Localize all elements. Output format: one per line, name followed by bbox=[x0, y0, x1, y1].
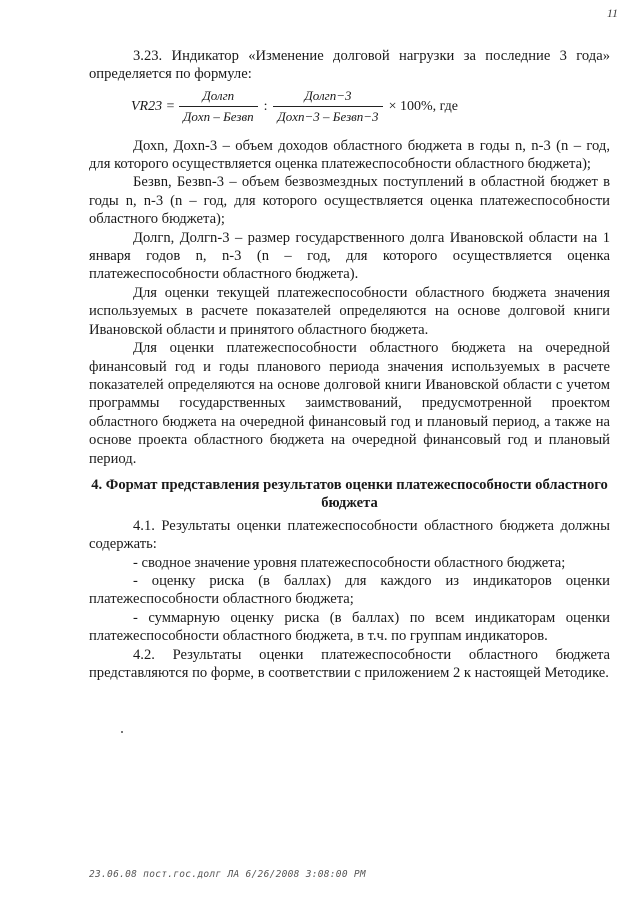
fraction-2-denominator: Доxn−3 – Безвn−3 bbox=[273, 106, 382, 126]
paragraph-4-1: 4.1. Результаты оценки платежеспособности областного бюджета должны содержать: bbox=[89, 517, 610, 553]
bullet-item: - сводное значение уровня платежеспособности областного бюджета; bbox=[133, 554, 566, 571]
definition-income: Дохn, Дохn-3 – объем доходов областного бюджета в годы n, n-3 (n – год, для которого осуществляется оценка платежеспособности областного бюджета); bbox=[89, 137, 610, 173]
page-number: 11 bbox=[606, 6, 618, 20]
paragraph-3-23: 3.23. Индикатор «Изменение долговой нагрузки за последние 3 года» определяется по формуле: bbox=[89, 48, 610, 83]
bullet-item: - суммарную оценку риска (в баллах) по всем индикаторам оценки платежеспособности областного бюджета, в т.ч. по группам индикаторов. bbox=[89, 609, 610, 645]
paragraph-next-year-solvency: Для оценки платежеспособности областного бюджета на очередной финансовый год и годы планового периода значения используемых в расчете показателей определяются на основе долговой книги Ивановской области с учетом программы государственных заимствований, предусмотренной проектом областного бюджета на очередной финансовый год и плановый период, а также на основе проекта областного бюджета на очередной финансовый год и плановый период. bbox=[89, 340, 610, 467]
paragraph-current-solvency: Для оценки текущей платежеспособности областного бюджета значения используемых в расчете показателей определяются на основе долговой книги Ивановской области и принятого областного бюджета. bbox=[89, 284, 610, 338]
formula-fraction-2 bbox=[273, 87, 382, 127]
fraction-2-numerator: Долгn−3 bbox=[304, 87, 352, 103]
formula-suffix: × 100%, где bbox=[388, 98, 459, 114]
scan-speck bbox=[121, 731, 123, 733]
paragraph-4-2: 4.2. Результаты оценки платежеспособности областного бюджета представляются по форме, в соответствии с приложением 2 к настоящей Методике. bbox=[89, 646, 610, 681]
definition-debt: Долгn, Долгn-3 – размер государственного долга Ивановской области на 1 января годов n, n-3 (n – год, для которого осуществляется оценка платежеспособности областного бюджета). bbox=[89, 229, 610, 283]
definition-grants: Безвn, Безвn-3 – объем безвозмездных поступлений в областной бюджет в годы n, n-3 (n – год, для которого осуществляется оценка платежеспособности областного бюджета); bbox=[89, 174, 610, 228]
formula-divide-operator: : bbox=[263, 98, 268, 114]
section-4-title: 4. Формат представления результатов оценки платежеспособности областного бюджета bbox=[91, 476, 608, 512]
fraction-1-numerator: Долгn bbox=[202, 87, 235, 103]
formula bbox=[131, 87, 610, 127]
formula-fraction-1 bbox=[179, 87, 258, 127]
document-body bbox=[89, 47, 610, 682]
formula-lhs: VR23 = bbox=[131, 98, 176, 114]
fraction-1-denominator: Доxn – Безвn bbox=[179, 106, 258, 126]
footer-file-stamp: 23.06.08 пост.гос.долг ЛА 6/26/2008 3:08:00 PM bbox=[89, 869, 366, 880]
bullet-item: - оценку риска (в баллах) для каждого из индикаторов оценки платежеспособности областного бюджета; bbox=[89, 572, 610, 608]
